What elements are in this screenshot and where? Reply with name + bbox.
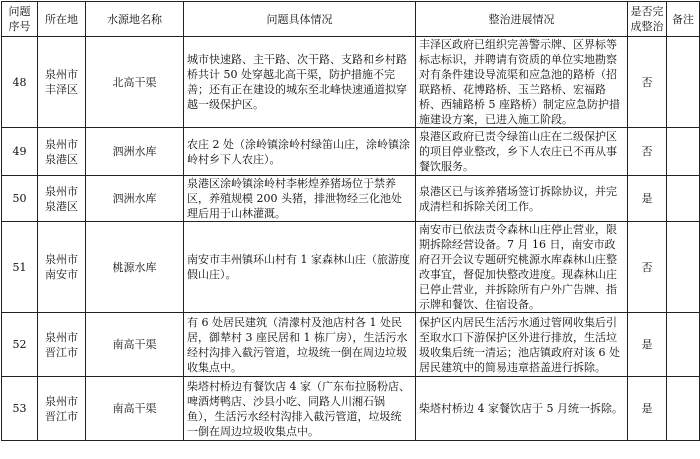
header-progress: 整治进展情况 — [416, 2, 628, 37]
row-location: 泉州市 泉港区 — [38, 128, 86, 176]
table-row — [2, 176, 700, 222]
row-source: 南高干渠 — [86, 377, 184, 441]
row-progress: 泉港区政府已责令绿笛山庄在二级保护区的项目停业整改，乡下人农庄已不再从事餐饮服务。 — [416, 128, 628, 176]
row-done: 否 — [628, 37, 667, 128]
header-no: 问题 序号 — [2, 2, 38, 37]
header-row — [2, 2, 700, 37]
row-no: 50 — [2, 176, 38, 222]
row-remark — [667, 37, 700, 128]
row-no: 48 — [2, 37, 38, 128]
row-progress: 泉港区已与该养猪场签订拆除协议，并完成清栏和拆除关闭工作。 — [416, 176, 628, 222]
row-source: 泗洲水库 — [86, 176, 184, 222]
row-problem: 柴塔村桥边有餐饮店 4 家（广东布拉肠粉店、啤酒烤鸭店、沙县小吃、同路人川湘石锅鱼），生活污水经村沟排入截污管道，垃圾统一倒在周边垃圾收集点中。 — [184, 377, 416, 441]
row-no: 52 — [2, 313, 38, 377]
row-no: 49 — [2, 128, 38, 176]
row-location: 泉州市 晋江市 — [38, 377, 86, 441]
row-progress: 保护区内居民生活污水通过管网收集后引至取水口下游保护区外进行排放，生活垃圾收集后统一清运；池店镇政府对该 6 处居民建筑中的简易违章搭盖进行拆除。 — [416, 313, 628, 377]
row-done: 是 — [628, 377, 667, 441]
row-problem: 南安市丰州镇环山村有 1 家森林山庄（旅游度假山庄）。 — [184, 222, 416, 313]
row-source: 桃源水库 — [86, 222, 184, 313]
row-done: 否 — [628, 128, 667, 176]
row-remark — [667, 313, 700, 377]
rectification-table — [1, 1, 700, 441]
table-row — [2, 37, 700, 128]
row-location: 泉州市 南安市 — [38, 222, 86, 313]
row-remark — [667, 176, 700, 222]
header-remark: 备注 — [667, 2, 700, 37]
row-progress: 南安市已依法责令森林山庄停止营业，限期拆除经营设备。7 月 16 日，南安市政府召开会议专题研究桃源水库森林山庄整改事宜，督促加快整改进度。现森林山庄已停止营业，并拆除所有户外广告牌、指示牌和餐饮、住宿设备。 — [416, 222, 628, 313]
row-remark — [667, 222, 700, 313]
row-problem: 农庄 2 处（涂岭镇涂岭村绿笛山庄，涂岭镇涂岭村乡下人农庄）。 — [184, 128, 416, 176]
row-remark — [667, 128, 700, 176]
row-progress: 丰泽区政府已组织完善警示牌、区界标等标志标识，并聘请有资质的单位实地勘察对有条件建设导流渠和应急池的路桥（招联路桥、花博路桥、玉兰路桥、宏福路桥、西辅路桥 5 座路桥）制定应急防护措施建设方案，已进入施工阶段。 — [416, 37, 628, 128]
header-source: 水源地名称 — [86, 2, 184, 37]
table-row — [2, 222, 700, 313]
table-row — [2, 377, 700, 441]
header-done: 是否完 成整治 — [628, 2, 667, 37]
row-location: 泉州市 晋江市 — [38, 313, 86, 377]
row-source: 南高干渠 — [86, 313, 184, 377]
header-location: 所在地 — [38, 2, 86, 37]
table-row — [2, 313, 700, 377]
row-done: 是 — [628, 176, 667, 222]
row-done: 是 — [628, 313, 667, 377]
row-source: 北高干渠 — [86, 37, 184, 128]
row-location: 泉州市 泉港区 — [38, 176, 86, 222]
row-problem: 城市快速路、主干路、次干路、支路和乡村路桥共计 50 处穿越北高干渠，防护措施不完善；还有正在建设的城东至北峰快速通道拟穿越一级保护区。 — [184, 37, 416, 128]
table-row — [2, 128, 700, 176]
row-source: 泗洲水库 — [86, 128, 184, 176]
row-location: 泉州市 丰泽区 — [38, 37, 86, 128]
header-problem: 问题具体情况 — [184, 2, 416, 37]
row-no: 51 — [2, 222, 38, 313]
row-problem: 泉港区涂岭镇涂岭村李彬煌养猪场位于禁养区，养殖规模 200 头猪，排泄物经三化池处理后用于山林灌溉。 — [184, 176, 416, 222]
row-no: 53 — [2, 377, 38, 441]
row-remark — [667, 377, 700, 441]
row-progress: 柴塔村桥边 4 家餐饮店于 5 月统一拆除。 — [416, 377, 628, 441]
row-problem: 有 6 处居民建筑（清濛村及池店村各 1 处民居，御辇村 3 座民居和 1 栋厂房），生活污水经村沟排入截污管道，垃圾统一倒在周边垃圾收集点中。 — [184, 313, 416, 377]
row-done: 否 — [628, 222, 667, 313]
